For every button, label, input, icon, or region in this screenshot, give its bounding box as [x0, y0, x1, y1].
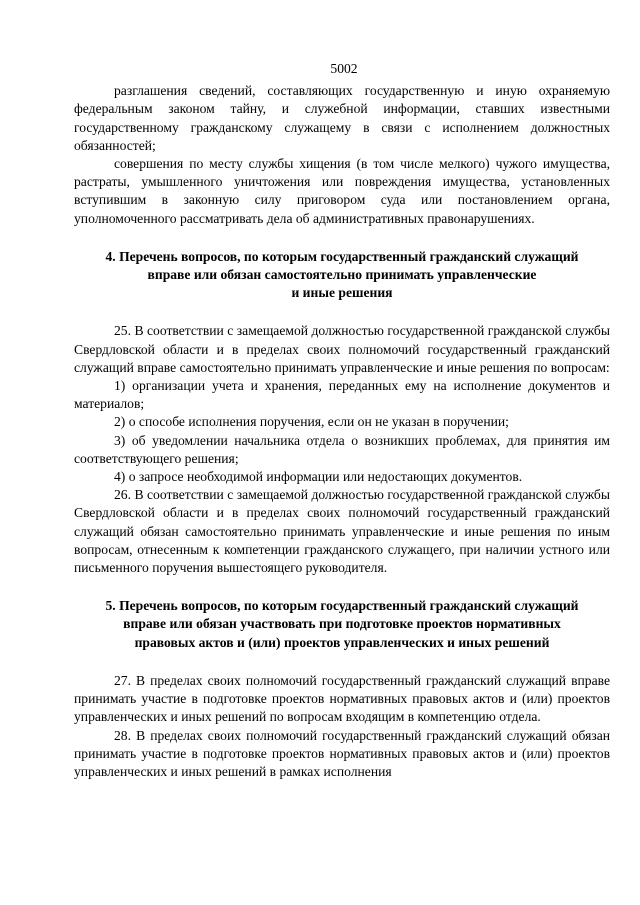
section4-paragraph: 26. В соответствии с замещаемой должностью государственной гражданской службы Свердловской области и в пределах своих полномочий государственный гражданский служащий обязан самостоятельно принимать управленческие и иные решения по иным вопросам, отнесенным к компетенции гражданского служащего, при наличии устного или письменного поручения вышестоящего руководителя.: [74, 487, 610, 576]
section4-list-item: 1) организации учета и хранения, переданных ему на исполнение документов и материалов;: [74, 378, 610, 412]
section4-list-item: 4) о запросе необходимой информации или недостающих документов.: [114, 469, 523, 485]
heading-line: 5. Перечень вопросов, по которым государственный гражданский служащий: [105, 598, 579, 614]
section5-paragraph: 27. В пределах своих полномочий государственный гражданский служащий вправе принимать участие в подготовке проектов нормативных правовых актов и (или) проектов управленческих и иных решений по вопросам входящим в компетенцию отдела.: [74, 672, 610, 725]
document-page: [74, 60, 610, 781]
page-number: 5002: [330, 61, 358, 76]
intro-paragraph: совершения по месту службы хищения (в том числе мелкого) чужого имущества, растраты, умышленного уничтожения или повреждения имущества, установленных вступившим в законную силу приговором суда или постановлением органа, уполномоченного рассматривать дела об административных правонарушениях.: [74, 156, 610, 226]
intro-paragraph: разглашения сведений, составляющих государственную и иную охраняемую федеральным законом тайну, и служебной информации, ставших известными государственному гражданскому служащему в связи с исполнением должностных обязанностей;: [74, 83, 610, 153]
section-heading-5: [74, 597, 610, 652]
heading-line: вправе или обязан участвовать при подготовке проектов нормативных: [123, 616, 561, 632]
spacer: [74, 652, 610, 672]
section4-paragraph: 25. В соответствии с замещаемой должностью государственной гражданской службы Свердловской области и в пределах своих полномочий государственный гражданский служащий вправе самостоятельно принимать управленческие и иные решения по вопросам:: [74, 323, 610, 375]
section5-paragraph: 28. В пределах своих полномочий государственный гражданский служащий обязан принимать участие в подготовке проектов нормативных правовых актов и (или) проектов управленческих и иных решений в рамках исполнения: [74, 727, 610, 779]
spacer: [74, 577, 610, 597]
section-heading-4: [74, 248, 610, 303]
section4-list-item: 2) о способе исполнения поручения, если он не указан в поручении;: [114, 414, 509, 430]
heading-line: правовых актов и (или) проектов управленческих и иных решений: [134, 634, 550, 650]
section4-list-item: 3) об уведомлении начальника отдела о возникших проблемах, для принятия им соответствующего решения;: [74, 432, 610, 466]
spacer: [74, 228, 610, 248]
heading-line: 4. Перечень вопросов, по которым государственный гражданский служащий: [105, 248, 579, 264]
heading-line: вправе или обязан самостоятельно принимать управленческие: [147, 267, 537, 283]
heading-line: и иные решения: [291, 285, 393, 301]
spacer: [74, 302, 610, 322]
